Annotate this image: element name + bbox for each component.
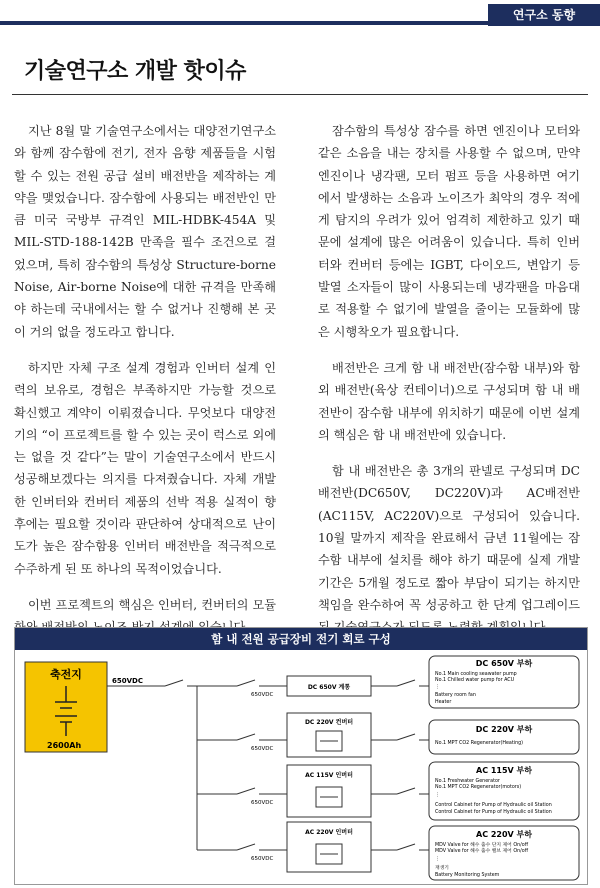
load-item: ⋮: [435, 857, 440, 862]
page-header: [0, 0, 600, 32]
load-item: 재생기: [435, 866, 449, 871]
panel-dc650-label: DC 650V 계통: [307, 684, 351, 691]
load-title: DC 650V 부하: [475, 659, 533, 668]
paragraph: 배전반은 크게 함 내 배전반(잠수함 내부)와 함외 배전반(육상 컨테이너)으로 구성되며 함 내 배전반이 잠수함 내부에 위치하기 때문에 이번 설계의 핵심은 함 내 배전반에 있습니다.: [318, 360, 580, 442]
load-item: No.1 Main cooling seawater pump: [435, 672, 517, 677]
battery-capacity: 2600Ah: [47, 741, 82, 750]
load-item: Control Cabinet for Pump of Hydraulic oil Station: [435, 803, 552, 808]
diagram-title: 함 내 전원 공급장비 전기 회로 구성: [15, 628, 587, 650]
right-column: [318, 120, 580, 653]
battery-label: 축전지: [50, 668, 82, 681]
left-column: [14, 120, 276, 653]
load-item: Battery room fan: [435, 693, 476, 698]
main-bus: [107, 680, 197, 850]
paragraph: 하지만 자체 구조 설계 경험과 인버터 설계 인력의 보유로, 경험은 부족하지만 가능할 것으로 확신했고 계약이 이뤄졌습니다. 무엇보다 대양전기의 “이 프로젝트를 할 수 있는 곳이 럭스로 외에는 없을 것 같다”는 말이 기술연구소에서 반드시 성공해보겠다는 의지를 다져줬습니다. 자체 개발한 인버터와 컨버터 제품의 선박 적용 실적이 향후에는 필요할 것이라 판단하여 상대적으로 난이도가 높은 잠수함용 인버터 배전반을 적극적으로 수주하게 된 또 하나의 목적이었습니다.: [14, 360, 276, 576]
branch-2-label: 650VDC: [251, 746, 274, 752]
panel-dc220-label: DC 220V 컨버터: [304, 719, 354, 726]
circuit-svg: [15, 650, 587, 884]
load-item: No.1 MPT CO2 Regenerator(motors): [435, 785, 522, 790]
load-item: No.1 Chilled water pump for ACU: [435, 678, 515, 683]
circuit-diagram: [14, 627, 588, 885]
load-item: ⋮: [435, 793, 440, 798]
load-item: ⋮: [435, 685, 440, 690]
load-item: MDV Valve for 해수 출수 밸브 제어 On/off: [435, 849, 529, 854]
paragraph: 지난 8월 말 기술연구소에서는 대양전기연구소와 함께 잠수함에 전기, 전자 음향 제품들을 시험할 수 있는 전원 공급 설비 배전반을 제작하는 계약을 맺었습니다. 잠수함에 사용되는 배전반인 만큼 미국 국방부 규격인 MIL-HDBK-454A 및 MIL-STD-188-142B 만족을 필수 조건으로 걸었으며, 특히 잠수함의 특성상 Structure-borne Noise, Air-borne Noise에 대한 규격을 만족해야 하는데 국내에서는 할 수 없거나 진행해 본 곳이 거의 없을 정도라고 합니다.: [14, 124, 276, 339]
load-title: DC 220V 부하: [475, 725, 533, 734]
load-item: Control Cabinet for Pump of Hydraulic oil Station: [435, 810, 552, 815]
branch-1-label: 650VDC: [251, 692, 274, 698]
section-tag: 연구소 동향: [488, 4, 600, 26]
load-item: Battery Monitoring System: [435, 873, 500, 878]
panel-ac115-label: AC 115V 인버터: [305, 772, 353, 779]
load-item: Heater: [435, 700, 452, 705]
main-bus-label: 650VDC: [112, 677, 143, 685]
paragraph: 잠수함의 특성상 잠수를 하면 엔진이나 모터와 같은 소음을 내는 장치를 사용할 수 없으며, 만약 엔진이나 냉각팬, 모터 펌프 등을 사용하면 여기에서 발생하는 소음과 노이즈가 최악의 경우 적에게 탐지의 우려가 있어 엄격히 제한하고 있기 때문에 설계에 많은 어려움이 있습니다. 특히 인버터와 컨버터 등에는 IGBT, 다이오드, 변압기 등 발열 소자들이 많이 사용되는데 냉각팬을 마음대로 적용할 수 없기에 발열을 줄이는 모듈화에 많은 시행착오가 필요합니다.: [318, 124, 580, 339]
load-item: MDV Valve for 해수 출수 단지 제어 On/off: [435, 843, 529, 848]
load-title: AC 220V 부하: [476, 830, 532, 839]
load-title: AC 115V 부하: [476, 766, 532, 775]
title-divider: [12, 94, 588, 95]
branch-3-label: 650VDC: [251, 800, 274, 806]
load-item: No.1 Freshwater Generator: [435, 779, 500, 784]
paragraph: 이번 프로젝트의 핵심은 인버터, 컨버터의 모듈: [28, 597, 276, 612]
panel-ac220-label: AC 220V 인버터: [305, 829, 353, 836]
branch-4-label: 650VDC: [251, 856, 274, 862]
page-title: 기술연구소 개발 핫이슈: [24, 59, 246, 84]
load-item: No.1 MPT CO2 Regenerator(Heating): [435, 741, 524, 746]
paragraph: 함 내 배전반은 총 3개의 판넬로 구성되며 DC 배전반(DC650V, DC220V)과 AC배전반(AC115V, AC220V)으로 구성되어 있습니다. 10월 말까지 제작을 완료해서 금년 11월에는 잠수함 내부에 설치를 해야 하기 때문에 실제 개발 기간은 5개월 정도로 짧아 부담이 되기는 하지만 책임을 완수하여 꼭 성공하고 한 단계 업그레이드: [318, 464, 580, 612]
